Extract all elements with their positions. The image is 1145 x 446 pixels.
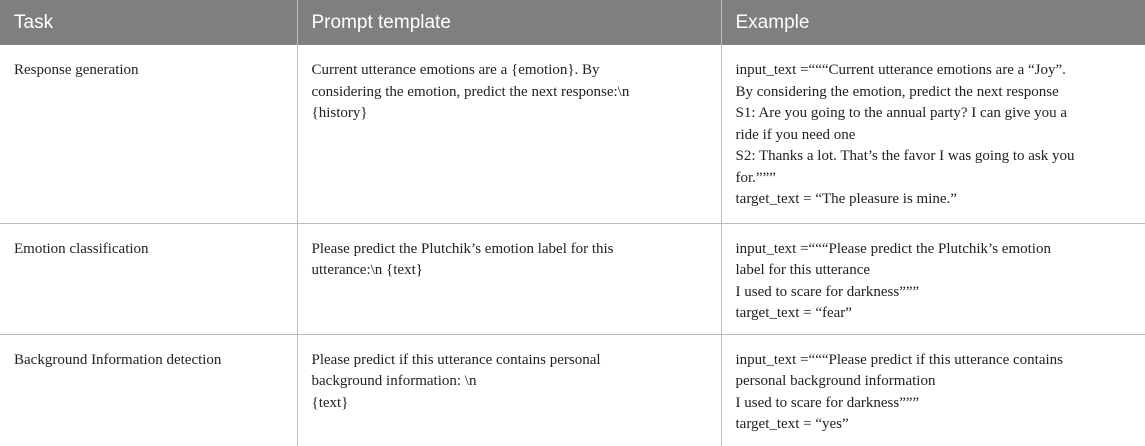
template-line: {history} [311,105,368,121]
task-cell [0,223,297,334]
header-example: Example [735,11,810,33]
template-line: Please predict if this utterance contains personal [311,351,601,368]
header-prompt-template: Prompt template [297,0,721,45]
example-line: for.””” [735,169,776,186]
table-row [0,223,1145,334]
example-line: S2: Thanks a lot. That’s the favor I was going to ask you [735,148,1075,164]
task-name: Response generation [14,62,139,78]
example-line: input_text =“““Current utterance emotions are a “Joy”. [735,62,1066,78]
template-line: Please predict the Plutchik’s emotion label for this [311,240,614,257]
example-line: input_text =“““Please predict the Plutchik’s emotion [735,240,1051,257]
task-cell [0,334,297,446]
template-line: considering the emotion, predict the next response:\n [311,83,630,100]
template-line: {text} [311,394,349,411]
example-cell [721,334,1145,446]
task-cell [0,45,297,223]
task-name: Background Information detection [14,351,222,368]
example-line: I used to scare for darkness””” [735,394,920,411]
template-line: utterance:\n {text} [311,262,423,278]
template-line: Current utterance emotions are a {emotion}. By [311,62,600,78]
template-cell [297,334,721,446]
example-cell [721,223,1145,334]
example-line: target_text = “fear” [735,305,852,321]
template-cell [297,223,721,334]
table-row [0,45,1145,223]
table-row [0,334,1145,446]
example-line: S1: Are you going to the annual party? I can give you a [735,105,1068,121]
example-line: ride if you need one [735,126,856,143]
example-cell [721,45,1145,223]
example-line: By considering the emotion, predict the next response [735,83,1059,100]
example-line: input_text =“““Please predict if this utterance contains [735,351,1064,368]
example-line: target_text = “yes” [735,416,849,432]
example-line: I used to scare for darkness””” [735,283,920,300]
table-header-row [0,0,1145,45]
task-name: Emotion classification [14,240,149,257]
template-cell [297,45,721,223]
template-line: background information: \n [311,373,477,389]
header-task: Task [0,0,297,45]
example-line: target_text = “The pleasure is mine.” [735,191,957,207]
example-line: label for this utterance [735,262,871,278]
example-line: personal background information [735,373,936,389]
